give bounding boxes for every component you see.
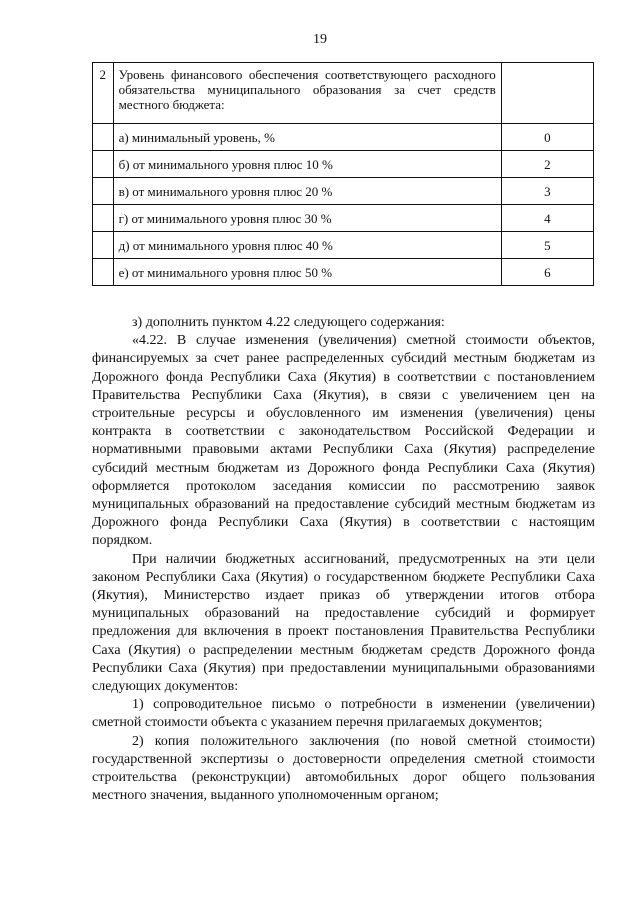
document-list-item-1: 1) сопроводительное письмо о потребности в изменении (увеличении) сметной стоимости объекта с указанием перечня прилагаемых документов; <box>92 697 595 731</box>
row-score: 3 <box>501 178 593 205</box>
row-label: в) от минимального уровня плюс 20 % <box>113 178 501 205</box>
row-number-empty <box>93 124 114 151</box>
clause-4-22: «4.22. В случае изменения (увеличения) сметной стоимости объектов, финансируемых за счет ранее распределенных субсидий местным бюджетам из Дорожного фонда Республики Саха (Якутия) в соответствии с постановлением Правительства Республики Саха (Якутия), в связи с увеличением цен на строительные ресурсы и обусловленного им изменения (увеличения) цены контракта в соответствии с законодательством Российской Федерации и нормативными правовыми актами Республики Саха (Якутия) распределение субсидий местным бюджетам из Дорожного фонда Республики Саха (Якутия) оформляется протоколом заседания комиссии по рассмотрению заявок муниципальных образований на предоставление субсидий местным бюджетам из Дорожного фонда Республики Саха (Якутия) в соответствии с настоящим порядком. <box>92 333 595 549</box>
criterion-value-empty <box>501 63 593 124</box>
row-label: е) от минимального уровня плюс 50 % <box>113 259 501 286</box>
document-body <box>92 314 595 805</box>
row-score: 6 <box>501 259 593 286</box>
row-number-empty <box>93 205 114 232</box>
row-number-empty <box>93 259 114 286</box>
table-row <box>93 232 594 259</box>
amendment-intro: з) дополнить пунктом 4.22 следующего содержания: <box>132 315 445 330</box>
table-row <box>93 151 594 178</box>
table-row <box>93 124 594 151</box>
criterion-title: Уровень финансового обеспечения соответствующего расходного обязательства муниципального образования за счет средств местного бюджета: <box>113 63 501 124</box>
table-row <box>93 178 594 205</box>
table-header-row <box>93 63 594 124</box>
row-number-empty <box>93 178 114 205</box>
table-row <box>93 259 594 286</box>
row-score: 2 <box>501 151 593 178</box>
row-score: 4 <box>501 205 593 232</box>
row-label: б) от минимального уровня плюс 10 % <box>113 151 501 178</box>
row-label: д) от минимального уровня плюс 40 % <box>113 232 501 259</box>
criteria-table <box>92 62 594 286</box>
row-number-empty <box>93 232 114 259</box>
row-number-empty <box>93 151 114 178</box>
page-number: 19 <box>313 32 327 47</box>
criterion-number: 2 <box>93 63 114 124</box>
row-score: 0 <box>501 124 593 151</box>
row-score: 5 <box>501 232 593 259</box>
table-row <box>93 205 594 232</box>
row-label: а) минимальный уровень, % <box>113 124 501 151</box>
budget-allocation-paragraph: При наличии бюджетных ассигнований, предусмотренных на эти цели законом Республики Саха (Якутия) о государственном бюджете Республики Саха (Якутия), Министерство издает приказ об утверждении итогов отбора муниципальных образований на предоставление субсидий и формирует предложения для включения в проект постановления Правительства Республики Саха (Якутия) о распределении местным бюджетам средств Дорожного фонда Республики Саха (Якутия) при предоставлении муниципальными образованиями следующих документов: <box>92 551 595 695</box>
row-label: г) от минимального уровня плюс 30 % <box>113 205 501 232</box>
document-list-item-2: 2) копия положительного заключения (по новой сметной стоимости) государственной экспертизы о достоверности определения сметной стоимости строительства (реконструкции) автомобильных дорог общего пользования местного значения, выданного уполномоченным органом; <box>92 733 595 804</box>
